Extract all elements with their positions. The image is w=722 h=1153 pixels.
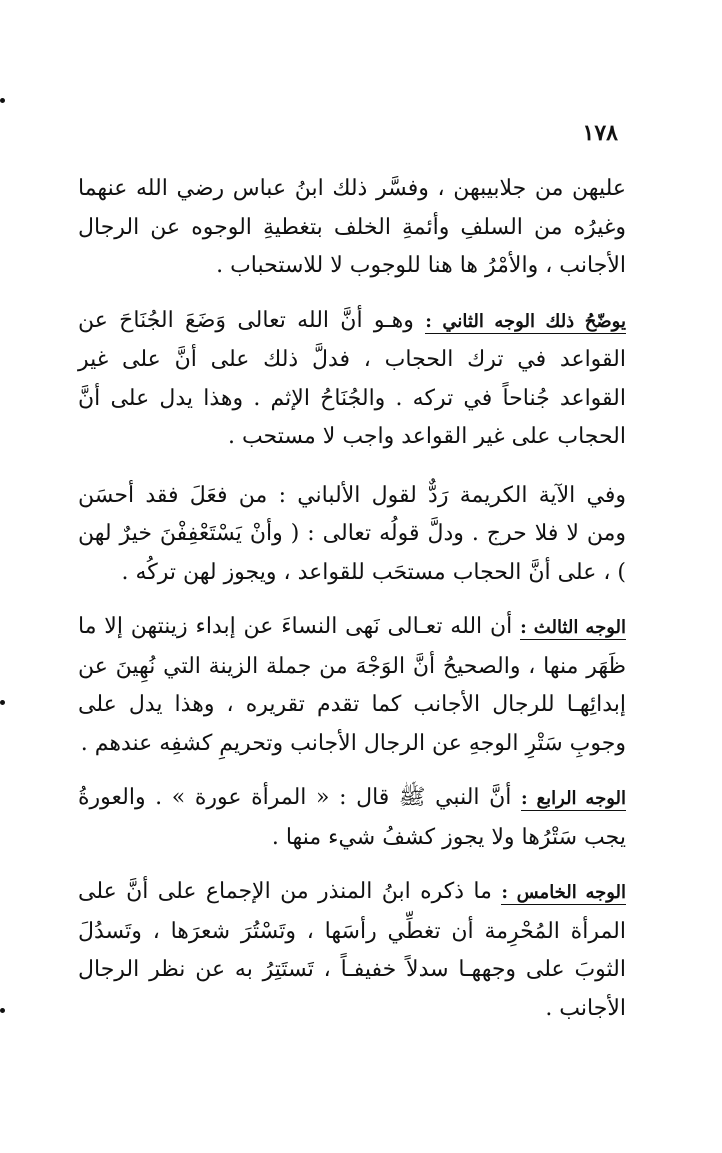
paragraph-5-heading: الوجه الرابع : xyxy=(521,788,626,809)
paragraph-3-text: وفي الآية الكريمة رَدٌّ لقول الألباني : من فعَلَ فقد أحسَن ومن لا فلا حرج . ودلَّ قولُه تعالى : ( وأنْ يَسْتَعْفِفْنَ خيرٌ لهن ) ، على أنَّ الحجاب مستحَب للقواعد ، ويجوز لهن تركُه . xyxy=(78,482,626,585)
paragraph-2 xyxy=(78,302,626,457)
page-number: ١٧٨ xyxy=(582,120,618,146)
paragraph-5 xyxy=(78,779,626,857)
margin-mark xyxy=(0,1008,5,1013)
paragraph-4-text: أن الله تعـالى نَهى النساءَ عن إبداء زينتهن إلا ما ظَهَر منها ، والصحيحُ أنَّ الوَجْهَ من جملة الزينة التي نُهِينَ عن إبدائِهـا للرجال الأجانب كما تقدم تقريره ، وهذا يدل على وجوبِ سَتْرِ الوجهِ عن الرجال الأجانب وتحريمِ كشفِه عندهم . xyxy=(78,614,626,756)
paragraph-4-heading: الوجه الثالث : xyxy=(520,617,626,638)
paragraph-1-text: عليهن من جلابيبهن ، وفسَّر ذلك ابنُ عباس رضي الله عنهما وغيرُه من السلفِ وأئمةِ الخلف بتغطيةِ الوجوه عن الرجال الأجانب ، والأمْرُ ها هنا للوجوب لا للاستحباب . xyxy=(78,176,626,278)
paragraph-2-heading: يوضّحُ ذلك الوجه الثاني : xyxy=(425,310,626,332)
paragraph-6-text: ما ذكره ابنُ المنذر من الإجماع على أنَّ على المرأة المُحْرِمة أن تغطِّي رأسَها ، وتَسْتُرَ شعرَها ، وتَسدُلَ الثوبَ على وجههـا سدلاً خفيفـاً ، تَستَتِرُ به عن نظر الرجال الأجانب . xyxy=(78,879,626,1021)
paragraph-2-text: وهـو أنَّ الله تعالى وَضَعَ الجُنَاحَ عن القواعد في ترك الحجاب ، فدلَّ ذلك على أنَّ على غير القواعد جُناحاً في تركه . والجُنَاحُ الإثم . وهذا يدل على أنَّ الحجاب على غير القواعد واجب لا مستحب . xyxy=(78,307,626,449)
paragraph-1 xyxy=(78,170,626,286)
paragraph-3 xyxy=(78,477,626,593)
paragraph-5-text: أنَّ النبي ﷺ قال : « المرأة عورة » . والعورةُ يجب سَتْرُها ولا يجوز كشفُ شيء منها . xyxy=(78,785,626,850)
paragraph-6-heading: الوجه الخامس : xyxy=(501,882,627,903)
paragraph-6 xyxy=(78,873,626,1028)
paragraph-4 xyxy=(78,608,626,763)
page-text xyxy=(78,170,626,1048)
margin-mark xyxy=(0,98,5,103)
margin-mark xyxy=(0,700,5,705)
